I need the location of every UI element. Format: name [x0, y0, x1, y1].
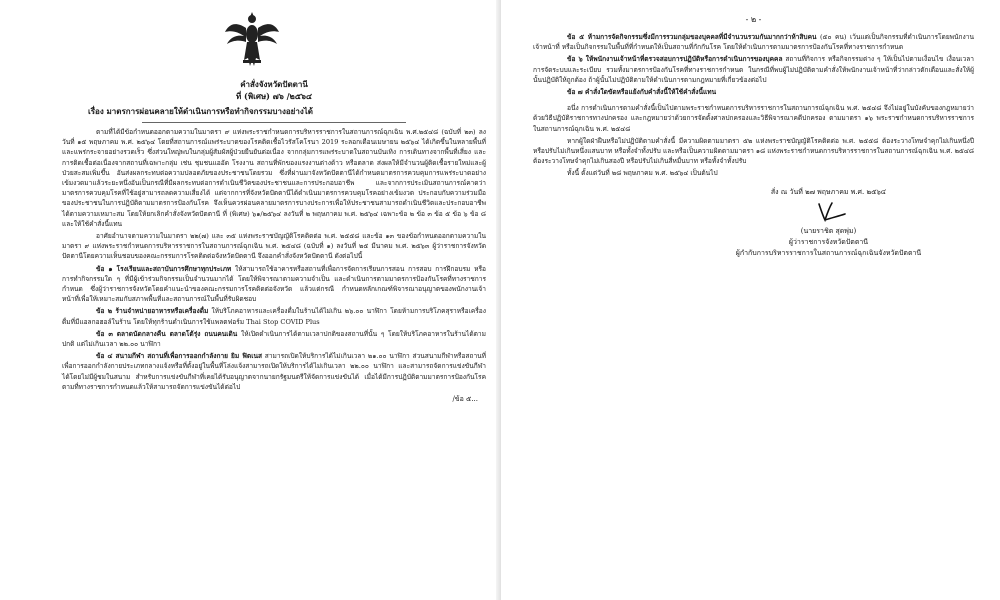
clause-2-title: ข้อ ๒ ร้านจำหน่ายอาหารหรือเครื่องดื่ม [96, 307, 209, 316]
clause-7-title: ข้อ ๗ คำสั่งใดขัดหรือแย้งกับคำสั่งนี้ให้ใช้คำสั่งนี้แทน [567, 88, 717, 97]
clause-1-body: ให้สามารถใช้อาคารหรือสถานที่เพื่อการจัดการเรียนการสอน การสอบ การฝึกอบรม หรือการทำกิจกรรมใด ๆ ที่มีผู้เข้าร่วมกิจกรรมเป็นจำนวนมากได้ โดยให้พิจารณาตามความจำเป็น และดำเนินการตามมาตรการป้องกันโรคที่ทางราชการกำหนด ซึ่งผู้ว่าราชการจังหวัดโดยคำแนะนำของคณะกรรมการโรคติดต่อจังหวัด แล้วแต่กรณี กำหนดหลักเกณฑ์พิจารณาอนุญาตของพนักงานเจ้าหน้าที่เพื่อให้เหมาะสมกับสภาพพื้นที่และสถานการณ์ในพื้นที่รับผิดชอบ [62, 264, 486, 304]
clause-2-body: ให้บริโภคอาหารและเครื่องดื่มในร้านได้ไม่เกิน ๒๖.๐๐ นาฬิกา โดยห้ามการบริโภคสุราหรือเครื่องดื่มที่มีแอลกอฮอล์ในร้าน โดยให้ทุกร้านดำเนินการใช้แพลตฟอร์ม Thai Stop COVID Plus [62, 307, 486, 326]
garuda-emblem-icon [224, 10, 280, 70]
clause-3 [62, 329, 486, 349]
divider [142, 122, 406, 123]
effective-date: ทั้งนี้ ตั้งแต่วันที่ ๒๘ พฤษภาคม พ.ศ. ๒๕๖๔ เป็นต้นไป [567, 169, 718, 178]
clause-5 [533, 32, 974, 52]
signer-title: ผู้ว่าราชการจังหวัดปัตตานี [788, 237, 869, 246]
clause-1 [62, 264, 486, 305]
clause-6-body: สถานที่กิจการ หรือกิจกรรมต่าง ๆ ให้เป็นไปตามเงื่อนไข เงื่อนเวลา การจัดระบบและระเบียบ รวมทั้งมาตรการป้องกันโรคที่ทางราชการกำหนด ในกรณีที่พบผู้ไม่ปฏิบัติตามคำสั่งให้พนักงานเจ้าหน้าที่ว่ากล่าวตักเตือนและสั่งให้ผู้นั้นปฏิบัติให้ถูกต้อง ถ้าผู้นั้นไม่ปฏิบัติตามให้ดำเนินการตามกฎหมายที่เกี่ยวข้องต่อไป [533, 55, 974, 84]
order-date: สั่ง ณ วันที่ ๒๗ พฤษภาคม พ.ศ. ๒๕๖๔ [770, 187, 887, 196]
document-subject: เรื่อง มาตรการผ่อนคลายให้ดำเนินการหรือทำกิจกรรมบางอย่างได้ [88, 106, 313, 116]
clause-6-title: ข้อ ๖ ให้พนักงานเจ้าหน้าที่ตรวจสอบการปฏิบัติหรือการดำเนินการของบุคคล [567, 55, 783, 64]
clause-5-body: (๕๐ คน) เว้นแต่เป็นกิจกรรมที่ดำเนินการโดยพนักงานเจ้าหน้าที่ หรือเป็นกิจกรรมในพื้นที่ที่กำหนดให้เป็นสถานที่กักกันโรค โดยให้ดำเนินการตามมาตรการป้องกันโรคที่ทางราชการกำหนด [533, 33, 974, 52]
continuation-marker: /ข้อ ๕... [452, 395, 478, 404]
signature-block [533, 187, 974, 259]
authority-paragraph: อาศัยอำนาจตามความในมาตรา ๒๒(๗) และ ๓๕ แห่งพระราชบัญญัติโรคติดต่อ พ.ศ. ๒๕๕๘ และข้อ ๑๓ ของข้อกำหนดออกตามความในมาตรา ๙ แห่งพระราชกำหนดการบริหารราชการในสถานการณ์ฉุกเฉิน พ.ศ. ๒๕๔๘ (ฉบับที่ ๑) ลงวันที่ ๒๕ มีนาคม พ.ศ. ๒๕๖๓ ผู้ว่าราชการจังหวัดปัตตานีโดยความเห็นชอบของคณะกรรมการโรคติดต่อจังหวัดปัตตานี จึงออกคำสั่งจังหวัดปัตตานี ดังต่อไปนี้ [62, 232, 486, 261]
clause-3-body: ให้เปิดดำเนินการได้ตามเวลาปกติของสถานที่นั้น ๆ โดยให้บริโภคอาหารในร้านได้ตามปกติ แต่ไม่เกินเวลา ๒๒.๐๐ นาฬิกา [62, 329, 486, 349]
signer-role: ผู้กำกับการบริหารราชการในสถานการณ์ฉุกเฉินจังหวัดปัตตานี [735, 248, 922, 257]
order-number: ที่ (พิเศษ) ๗๖ /๒๕๖๔ [235, 91, 313, 101]
signature-icon [799, 200, 859, 224]
document-heading: คำสั่งจังหวัดปัตตานี [240, 79, 308, 89]
penalty-paragraph: หากผู้ใดฝ่าฝืนหรือไม่ปฏิบัติตามคำสั่งนี้ มีความผิดตามมาตรา ๕๒ แห่งพระราชบัญญัติโรคติดต่อ พ.ศ. ๒๕๕๘ ต้องระวางโทษจำคุกไม่เกินหนึ่งปี หรือปรับไม่เกินหนึ่งแสนบาท หรือทั้งจำทั้งปรับ และหรือเป็นความผิดตามมาตรา ๑๘ แห่งพระราชกำหนดการบริหารราชการในสถานการณ์ฉุกเฉิน พ.ศ. ๒๕๔๘ ต้องระวางโทษจำคุกไม่เกินสองปี หรือปรับไม่เกินสี่หมื่นบาท หรือทั้งจำทั้งปรับ [533, 136, 974, 166]
clause-4-title: ข้อ ๔ สนามกีฬา สถานที่เพื่อการออกกำลังกาย ยิม ฟิตเนส [96, 352, 262, 361]
clause-4-body: สามารถเปิดให้บริการได้ไม่เกินเวลา ๒๑.๐๐ นาฬิกา ส่วนสนามกีฬาหรือสถานที่เพื่อการออกกำลังกายประเภทกลางแจ้งหรือที่ตั้งอยู่ในพื้นที่โล่งแจ้งสามารถเปิดให้บริการได้ไม่เกินเวลา ๒๒.๐๐ นาฬิกา และสามารถจัดการแข่งขันกีฬาได้โดยไม่มีผู้ชมในสนาม สำหรับการแข่งขันกีฬาที่เคยได้รับอนุญาตจากนายกรัฐมนตรีให้จัดการแข่งขันได้ เมื่อได้มีการปฏิบัติตามมาตรการป้องกันโรคตามที่ทางราชการกำหนดแล้วให้สามารถจัดการแข่งขันได้ต่อไป [62, 352, 486, 391]
clause-3-title: ข้อ ๓ ตลาดนัดกลางคืน ตลาดโต้รุ่ง ถนนคนเดิน [96, 329, 238, 338]
clause-7 [533, 87, 974, 97]
exemption-paragraph: อนึ่ง การดำเนินการตามคำสั่งนี้เป็นไปตามพระราชกำหนดการบริหารราชการในสถานการณ์ฉุกเฉิน พ.ศ. ๒๕๔๘ จึงไม่อยู่ในบังคับของกฎหมายว่าด้วยวิธีปฏิบัติราชการทางปกครอง และกฎหมายว่าด้วยการจัดตั้งศาลปกครองและวิธีพิจารณาคดีปกครอง ตามมาตรา ๑๖ พระราชกำหนดการบริหารราชการในสถานการณ์ฉุกเฉิน พ.ศ. ๒๕๔๘ [533, 104, 974, 133]
page-number: - ๒ - [745, 15, 762, 24]
clause-2 [62, 306, 486, 326]
clause-4 [62, 351, 486, 392]
clause-1-title: ข้อ ๑ โรงเรียนและสถาบันการศึกษาทุกประเภท [96, 264, 232, 273]
clause-5-title: ข้อ ๕ ห้ามการจัดกิจกรรมซึ่งมีการรวมกลุ่มของบุคคลที่มีจำนวนรวมกันมากกว่าห้าสิบคน [567, 33, 817, 41]
clause-6 [533, 54, 974, 85]
intro-paragraph: ตามที่ได้มีข้อกำหนดออกตามความในมาตรา ๙ แห่งพระราชกำหนดการบริหารราชการในสถานการณ์ฉุกเฉิน พ.ศ.๒๕๔๘ (ฉบับที่ ๒๓) ลงวันที่ ๑๕ พฤษภาคม พ.ศ. ๒๕๖๔ โดยที่สถานการณ์แพร่ระบาดของโรคติดเชื้อไวรัสโคโรนา 2019 ระลอกเดือนเมษายน ๒๕๖๔ ได้เกิดขึ้นในหลายพื้นที่และแพร่กระจายอย่างรวดเร็ว ซึ่งส่วนใหญ่พบในกลุ่มผู้สัมผัสผู้ป่วยยืนยันต่อเนื่อง จากกลุ่มการแพร่ระบาดในสถานบันเทิง การเดินทางจากพื้นที่เสี่ยง และการติดเชื้อต่อเนื่องจากสถานที่เฉพาะกลุ่ม เช่น ชุมชนแออัด โรงงาน สถานที่พักของแรงงานต่างด้าว หรือตลาด ส่งผลให้มีจำนวนผู้ติดเชื้อรายใหม่และผู้ป่วยสะสมเพิ่มขึ้น อันส่งผลกระทบต่อความปลอดภัยของประชาชนโดยรวม ซึ่งที่ผ่านมาจังหวัดปัตตานีได้กำหนดมาตรการควบคุมการแพร่ระบาดอย่างเข้มงวดมาแล้วระยะหนึ่งอันเป็นกรณีที่มีผลกระทบต่อการดำเนินชีวิตของประชาชนและการประกอบอาชีพ และจากการประเมินสถานการณ์คาดว่ามาตรการควบคุมโรคที่ใช้อยู่สามารถลดความเสี่ยงได้ แต่จากการที่จังหวัดปัตตานีได้ดำเนินมาตรการควบคุมโรคอย่างเข้มงวด ประกอบกับความร่วมมือของประชาชนในการปฏิบัติตามมาตรการป้องกันโรค จึงเห็นควรผ่อนคลายมาตรการบางประการเพื่อให้ประชาชนสามารถดำเนินชีวิตและประกอบอาชีพได้ตามความเหมาะสม โดยให้ยกเลิกคำสั่งจังหวัดปัตตานี ที่ (พิเศษ) ๖๑/๒๕๖๔ ลงวันที่ ๒ พฤษภาคม พ.ศ. ๒๕๖๔ เฉพาะข้อ ๒ ข้อ ๓ ข้อ ๕ ข้อ ๖ ข้อ ๘ และให้ใช้คำสั่งนี้แทน [62, 128, 486, 228]
signer-name: (นายราชิต สุดพุ่ม) [800, 226, 857, 235]
document-page-2 [500, 0, 1000, 600]
